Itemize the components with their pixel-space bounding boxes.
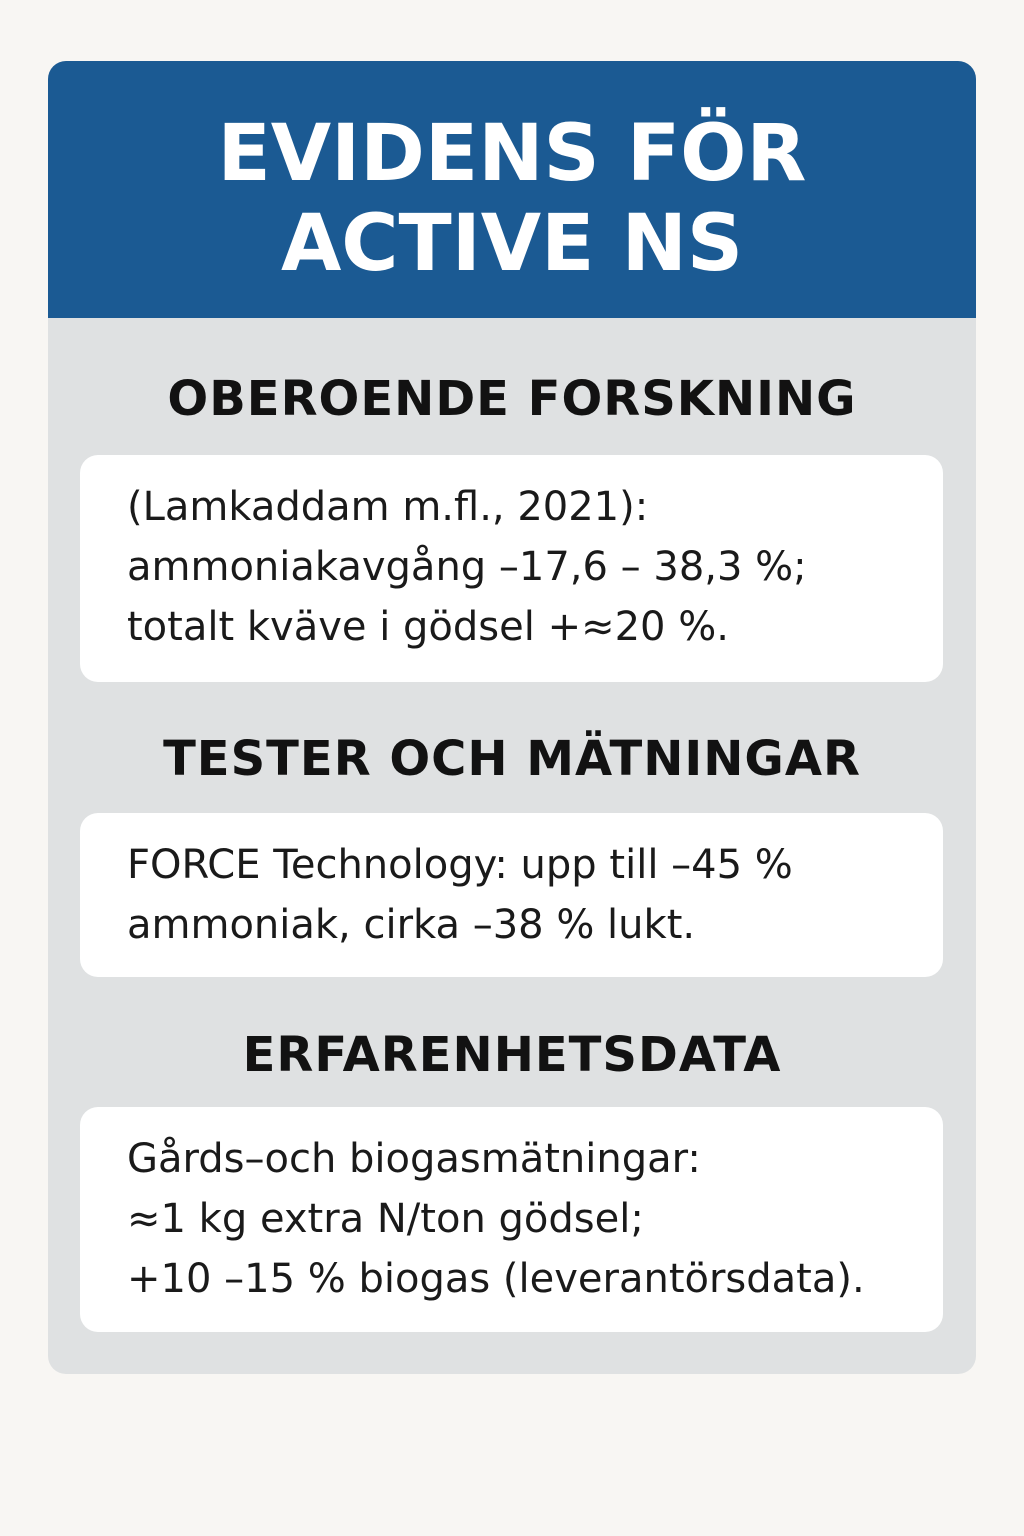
section-text-experience-data	[127, 1129, 923, 1309]
text-line: (Lamkaddam m.fl., 2021):	[127, 484, 649, 530]
page-title	[48, 109, 976, 289]
section-heading-experience-data: ERFARENHETSDATA	[242, 1027, 782, 1083]
text-line: totalt kväve i gödsel +≈20 %.	[127, 604, 729, 650]
card-header	[48, 61, 976, 318]
text-line: ammoniak, cirka –38 % lukt.	[127, 902, 696, 948]
text-line: FORCE Technology: upp till –45 %	[127, 842, 793, 888]
section-box-tests-and-measurements	[80, 813, 943, 977]
section-box-experience-data	[80, 1107, 943, 1332]
title-line-1: EVIDENS FÖR	[217, 109, 807, 199]
text-line: ≈1 kg extra N/ton gödsel;	[127, 1196, 644, 1242]
title-line-2: ACTIVE NS	[280, 199, 744, 289]
section-box-independent-research	[80, 455, 943, 682]
text-line: +10 –15 % biogas (leverantörsdata).	[127, 1256, 865, 1302]
text-line: Gårds–och biogasmätningar:	[127, 1136, 701, 1182]
section-text-tests-and-measurements	[127, 835, 923, 955]
evidence-card	[48, 61, 976, 1374]
section-text-independent-research	[127, 477, 923, 657]
section-heading-independent-research: OBEROENDE FORSKNING	[167, 371, 857, 427]
text-line: ammoniakavgång –17,6 – 38,3 %;	[127, 544, 807, 590]
section-heading-tests-and-measurements: TESTER OCH MÄTNINGAR	[163, 731, 861, 787]
